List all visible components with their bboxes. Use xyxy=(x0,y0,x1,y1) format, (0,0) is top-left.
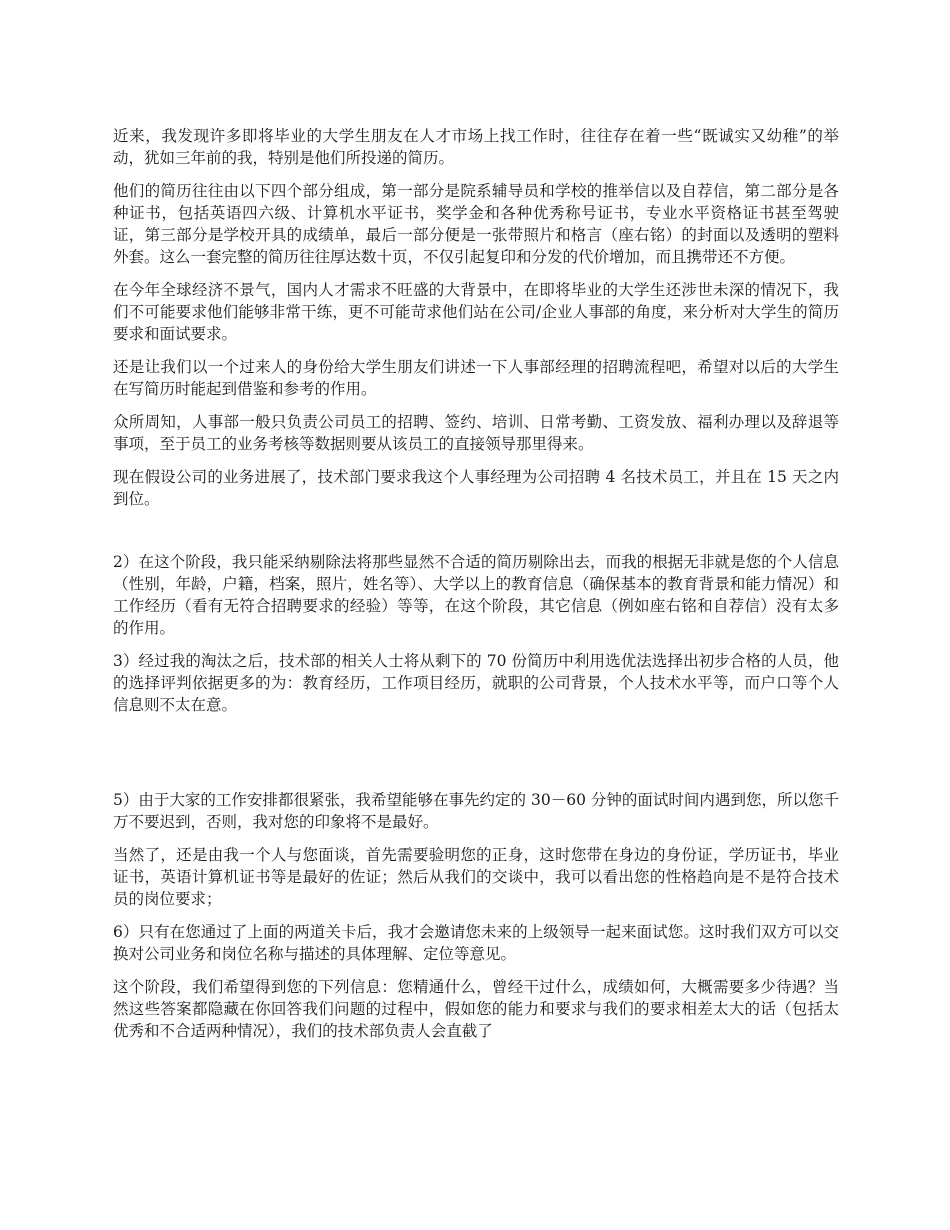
paragraph-step-2: 2）在这个阶段，我只能采纳剔除法将那些显然不合适的简历剔除出去，而我的根据无非就是您的个人信息（性别，年龄，户籍，档案，照片，姓名等）、大学以上的教育信息（确保基本的教育背景和能力情况）和工作经历（看有无符合招聘要求的经验）等等，在这个阶段，其它信息（例如座右铭和自荐信）没有太多的作用。 xyxy=(113,553,839,637)
blank-gap xyxy=(113,521,839,551)
paragraph-hiring-scenario: 现在假设公司的业务进展了，技术部门要求我这个人事经理为公司招聘 4 名技术员工，并且在 15 天之内到位。 xyxy=(113,468,839,508)
paragraph-interview: 当然了，还是由我一个人与您面谈，首先需要验明您的正身，这时您带在身边的身份证，学历证书，毕业证书，英语计算机证书等是最好的佐证；然后从我们的交谈中，我可以看出您的性格趋向是不是符合技术员的岗位要求； xyxy=(113,846,839,908)
paragraph-final-stage: 这个阶段，我们希望得到您的下列信息：您精通什么，曾经干过什么，成绩如何，大概需要多少待遇？当然这些答案都隐藏在你回答我们问题的过程中，假如您的能力和要求与我们的要求相差太大的话（包括太优秀和不合适两种情况），我们的技术部负责人会直截了 xyxy=(113,978,839,1040)
paragraph-process-intro: 还是让我们以一个过来人的身份给大学生朋友们讲述一下人事部经理的招聘流程吧，希望对以后的大学生在写简历时能起到借鉴和参考的作用。 xyxy=(113,358,839,398)
paragraph-resume-parts: 他们的简历往往由以下四个部分组成，第一部分是院系辅导员和学校的推举信以及自荐信，第二部分是各种证书，包括英语四六级、计算机水平证书，奖学金和各种优秀称号证书，专业水平资格证书甚至驾驶证，第三部分是学校开具的成绩单，最后一部分便是一张带照片和格言（座右铭）的封面以及透明的塑料外套。这么一套完整的简历往往厚达数十页，不仅引起复印和分发的代价增加，而且携带还不方便。 xyxy=(113,182,839,266)
paragraph-step-6: 6）只有在您通过了上面的两道关卡后，我才会邀请您未来的上级领导一起来面试您。这时我们双方可以交换对公司业务和岗位名称与描述的具体理解、定位等意见。 xyxy=(113,923,839,963)
paragraph-step-5: 5）由于大家的工作安排都很紧张，我希望能够在事先约定的 30－60 分钟的面试时间内遇到您，所以您千万不要迟到，否则，我对您的印象将不是最好。 xyxy=(113,791,839,831)
paragraph-intro: 近来，我发现许多即将毕业的大学生朋友在人才市场上找工作时，往往存在着一些“既诚实又幼稚”的举动，犹如三年前的我，特别是他们所投递的简历。 xyxy=(113,127,839,167)
paragraph-economy: 在今年全球经济不景气，国内人才需求不旺盛的大背景中，在即将毕业的大学生还涉世未深的情况下，我们不可能要求他们能够非常干练，更不可能苛求他们站在公司/企业人事部的角度，来分析对大学生的简历要求和面试要求。 xyxy=(113,281,839,343)
paragraph-step-3: 3）经过我的淘汰之后，技术部的相关人士将从剩下的 70 份简历中利用选优法选择出初步合格的人员，他的选择评判依据更多的为：教育经历，工作项目经历，就职的公司背景，个人技术水平等，而户口等个人信息则不太在意。 xyxy=(113,652,839,714)
paragraph-hr-duties: 众所周知，人事部一般只负责公司员工的招聘、签约、培训、日常考勤、工资发放、福利办理以及辞退等事项，至于员工的业务考核等数据则要从该员工的直接领导那里得来。 xyxy=(113,413,839,453)
document-body xyxy=(113,125,839,1053)
blank-gap xyxy=(113,727,839,789)
